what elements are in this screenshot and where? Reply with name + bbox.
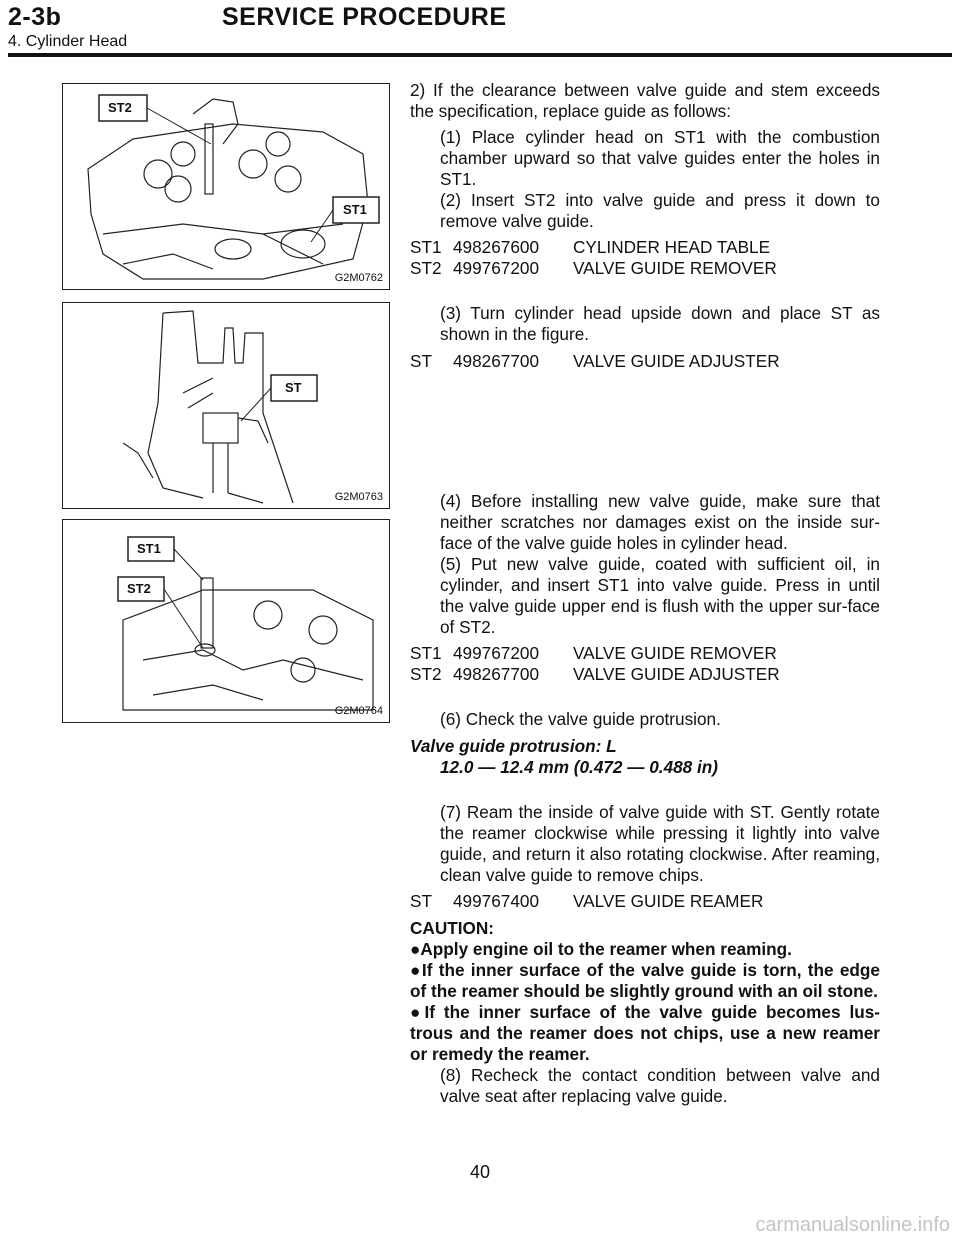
figure-label-st2: ST2 <box>108 100 132 115</box>
figure-label-st1: ST1 <box>343 202 367 217</box>
procedure-text <box>410 80 880 1107</box>
section-code: 2-3b <box>8 3 62 31</box>
spec-label: Valve guide protrusion: L <box>410 736 617 756</box>
tool-row: ST2 499767200 VALVE GUIDE REMOVER <box>410 258 777 278</box>
figure-caption: G2M0762 <box>334 272 383 284</box>
substep-3: (3) Turn cylinder head upside down and place ST as shown in the figure. <box>440 303 880 344</box>
figure-g2m0764 <box>62 519 390 723</box>
figure-label-st1: ST1 <box>137 541 161 556</box>
spec-value: 12.0 — 12.4 mm (0.472 — 0.488 in) <box>440 757 719 777</box>
page-number: 40 <box>469 1162 491 1182</box>
valve-guide-adjuster-illustration <box>63 303 389 508</box>
figure-g2m0763 <box>62 302 390 509</box>
caution-item: ●If the inner surface of the valve guide is torn, the edge of the reamer should be slightly ground with an oil stone. <box>410 960 880 1001</box>
tool-row: ST1 499767200 VALVE GUIDE REMOVER <box>410 643 777 663</box>
section-subtitle: 4. Cylinder Head <box>8 33 128 50</box>
valve-guide-install-illustration <box>63 520 389 722</box>
figure-caption: G2M0764 <box>334 705 383 717</box>
caution-item: ●If the inner surface of the valve guide becomes lus-trous and the reamer does not chips, use a new reamer or remedy the reamer. <box>410 1002 880 1064</box>
tool-row: ST2 498267700 VALVE GUIDE ADJUSTER <box>410 664 780 684</box>
substep-6: (6) Check the valve guide protrusion. <box>440 709 721 729</box>
substep-8: (8) Recheck the contact condition between valve and valve seat after replacing valve guide. <box>440 1065 880 1106</box>
figure-label-st: ST <box>285 380 302 395</box>
substep-5: (5) Put new valve guide, coated with sufficient oil, in cylinder, and insert ST1 into valve guide. Press in until the valve guide upper end is flush with the upper sur-face of ST2. <box>440 554 880 637</box>
caution-item: ●Apply engine oil to the reamer when reaming. <box>410 939 792 959</box>
watermark: carmanualsonline.info <box>755 1214 950 1236</box>
figure-label-st2: ST2 <box>127 581 151 596</box>
page-title: SERVICE PROCEDURE <box>222 3 507 31</box>
tool-row: ST 498267700 VALVE GUIDE ADJUSTER <box>410 351 780 371</box>
substep-7: (7) Ream the inside of valve guide with ST. Gently rotate the reamer clockwise while pressing it lightly into valve guide, and return it also rotating clockwise. After reaming, clean valve guide to remove chips. <box>440 802 880 885</box>
figure-caption: G2M0763 <box>334 491 383 503</box>
figure-g2m0762 <box>62 83 390 290</box>
substep-4: (4) Before installing new valve guide, make sure that neither scratches nor damages exist on the inside sur-face of the valve guide holes in cylinder head. <box>440 491 880 553</box>
tool-row: ST 499767400 VALVE GUIDE REAMER <box>410 891 764 911</box>
substep-2: (2) Insert ST2 into valve guide and press it down to remove valve guide. <box>440 190 880 231</box>
header-rule <box>8 53 952 57</box>
step-2: 2) If the clearance between valve guide and stem exceeds the specification, replace guide as follows: <box>410 80 880 121</box>
caution-title: CAUTION: <box>410 918 495 938</box>
substep-1: (1) Place cylinder head on ST1 with the combustion chamber upward so that valve guides enter the holes in ST1. <box>440 127 880 189</box>
tool-row: ST1 498267600 CYLINDER HEAD TABLE <box>410 237 771 257</box>
